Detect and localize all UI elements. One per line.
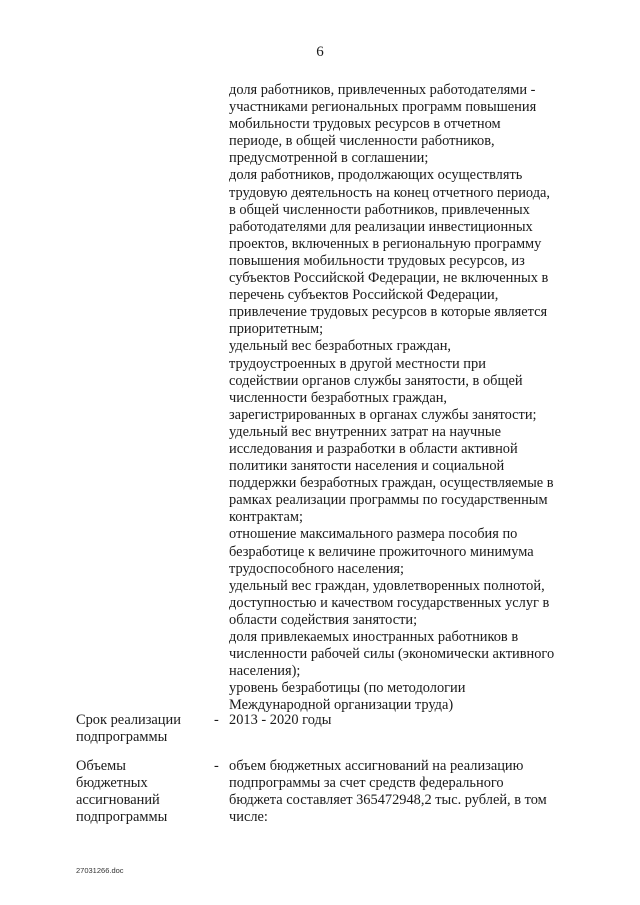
indicator-line: исследования и разработки в области активной	[229, 440, 518, 457]
term-value: 2013 - 2020 годы	[229, 712, 332, 728]
indicator-line: безработице к величине прожиточного минимума	[229, 543, 534, 560]
term-dash: -	[214, 712, 219, 728]
budget-value-line: числе:	[229, 809, 268, 826]
budget-label-line: бюджетных	[76, 775, 148, 792]
budget-label-line: подпрограммы	[76, 809, 168, 826]
document-filename: 27031266.doc	[76, 866, 124, 875]
indicator-line: трудовую деятельность на конец отчетного периода,	[229, 184, 551, 201]
indicator-line: в общей численности работников, привлеченных	[229, 201, 530, 218]
indicator-line: контрактам;	[229, 509, 303, 526]
indicator-line: населения);	[229, 663, 301, 680]
indicator-line: поддержки безработных граждан, осуществляемые в	[229, 475, 554, 492]
indicator-line: области содействия занятости;	[229, 611, 418, 628]
term-label	[76, 712, 206, 746]
indicator-line: отношение максимального размера пособия по	[229, 526, 518, 543]
budget-label	[76, 758, 206, 826]
indicator-line: Международной организации труда)	[229, 697, 454, 714]
budget-value	[229, 758, 584, 826]
term-label-line: подпрограммы	[76, 729, 168, 746]
indicator-line: периоде, в общей численности работников,	[229, 133, 495, 150]
indicator-line: политики занятости населения и социальной	[229, 458, 505, 475]
indicator-line: перечень субъектов Российской Федерации,	[229, 287, 499, 304]
budget-label-line: ассигнований	[76, 792, 160, 809]
indicator-line: привлечение трудовых ресурсов в которые является	[229, 304, 548, 321]
indicator-line: субъектов Российской Федерации, не включенных в	[229, 270, 549, 287]
page-number: 6	[316, 44, 324, 60]
budget-value-line: бюджета составляет 365472948,2 тыс. рублей, в том	[229, 792, 547, 809]
indicator-line: численности безработных граждан,	[229, 389, 448, 406]
indicator-line: трудоустроенных в другой местности при	[229, 355, 486, 372]
budget-value-line: подпрограммы за счет средств федерального	[229, 775, 504, 792]
indicator-line: рамках реализации программы по государственным	[229, 492, 548, 509]
budget-dash: -	[214, 758, 219, 774]
indicator-line: доля работников, привлеченных работодателями -	[229, 82, 536, 98]
indicator-line: численности рабочей силы (экономически активного	[229, 646, 555, 663]
indicator-line: удельный вес безработных граждан,	[229, 338, 452, 355]
indicator-line: доля работников, продолжающих осуществлять	[229, 167, 523, 184]
indicator-line: удельный вес граждан, удовлетворенных полнотой,	[229, 577, 545, 594]
indicator-line: приоритетным;	[229, 321, 324, 338]
indicators-list	[229, 82, 579, 714]
indicator-line: работодателями для реализации инвестиционных	[229, 218, 533, 235]
indicator-line: повышения мобильности трудовых ресурсов, из	[229, 252, 525, 269]
budget-label-line: Объемы	[76, 758, 126, 774]
indicator-line: доля привлекаемых иностранных работников в	[229, 629, 519, 645]
indicator-line: содействии органов службы занятости, в общей	[229, 372, 523, 389]
indicator-line: предусмотренной в соглашении;	[229, 150, 429, 167]
term-label-line: Срок реализации	[76, 712, 181, 728]
indicator-line: зарегистрированных в органах службы занятости;	[229, 406, 537, 423]
indicator-line: уровень безработицы (по методологии	[229, 680, 466, 697]
indicator-line: проектов, включенных в региональную программу	[229, 235, 542, 252]
indicator-line: удельный вес внутренних затрат на научные	[229, 423, 501, 440]
indicator-line: участниками региональных программ повышения	[229, 99, 537, 116]
indicator-line: трудоспособного населения;	[229, 560, 405, 577]
budget-value-line: объем бюджетных ассигнований на реализацию	[229, 758, 524, 774]
indicator-line: доступностью и качеством государственных услуг в	[229, 594, 550, 611]
indicator-line: мобильности трудовых ресурсов в отчетном	[229, 116, 501, 133]
